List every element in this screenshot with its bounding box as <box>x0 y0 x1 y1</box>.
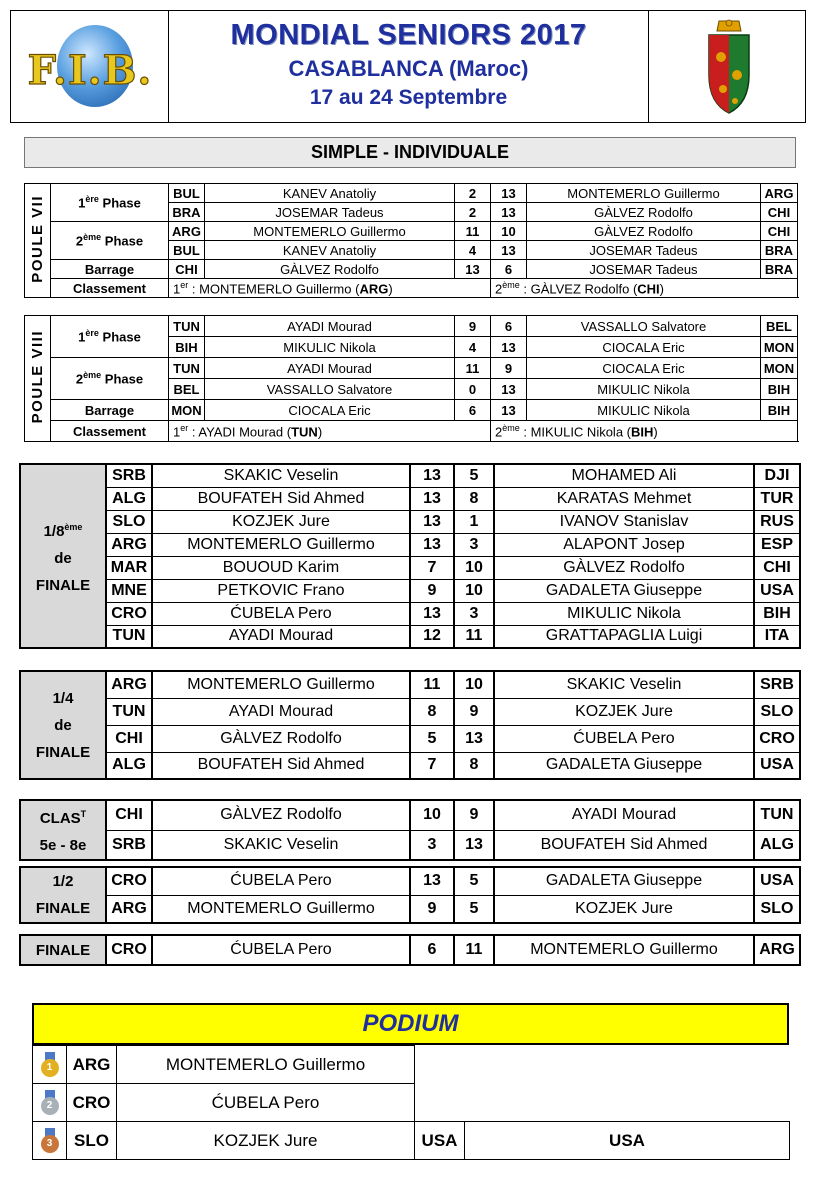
score: 5 <box>454 895 494 923</box>
table-row <box>25 421 798 442</box>
player-name: MONTEMERLO Guillermo <box>152 671 410 698</box>
player-name: KOZJEK Jure <box>494 698 754 725</box>
round-label: 1/8ème de FINALE <box>20 464 106 648</box>
table-row <box>20 533 800 556</box>
round-label: FINALE <box>20 935 106 965</box>
player-name: AYADI Mourad <box>152 698 410 725</box>
score: 13 <box>491 203 527 222</box>
player-name: CIOCALA Eric <box>527 358 761 379</box>
player-name: VASSALLO Salvatore <box>527 316 761 337</box>
header <box>10 10 806 123</box>
country-code: CRO <box>106 935 152 965</box>
frbp-logo-cell <box>649 11 805 122</box>
first-place: 1er : MONTEMERLO Guillermo (ARG) <box>169 279 491 298</box>
table-row <box>25 400 798 421</box>
country-code: USA <box>754 579 800 602</box>
player-name: BOUFATEH Sid Ahmed <box>494 830 754 860</box>
score: 13 <box>454 830 494 860</box>
first-place: 1er : AYADI Mourad (TUN) <box>169 421 491 442</box>
second-place: 2ème : MIKULIC Nikola (BIH) <box>491 421 798 442</box>
country-code: ARG <box>169 222 205 241</box>
score: 3 <box>410 830 454 860</box>
country-code: ALG <box>754 830 800 860</box>
player-name: BOUFATEH Sid Ahmed <box>152 752 410 779</box>
player-name: MIKULIC Nikola <box>494 602 754 625</box>
country-code: SRB <box>106 464 152 487</box>
player-name: VASSALLO Salvatore <box>205 379 455 400</box>
country-code: SLO <box>754 895 800 923</box>
player-name: ĆUBELA Pero <box>494 725 754 752</box>
table-row <box>20 935 800 965</box>
player-name: MONTEMERLO Guillermo <box>527 184 761 203</box>
player-name: KANEV Anatoliy <box>205 241 455 260</box>
gold-medal-icon: 1 <box>33 1046 67 1084</box>
country-code: RUS <box>754 510 800 533</box>
country-code: BIH <box>761 400 798 421</box>
player-name: GÀLVEZ Rodolfo <box>205 260 455 279</box>
score: 0 <box>455 379 491 400</box>
event-dates: 17 au 24 Septembre <box>309 86 508 109</box>
player-name: GÀLVEZ Rodolfo <box>527 222 761 241</box>
score: 7 <box>410 752 454 779</box>
country-code: SLO <box>754 698 800 725</box>
country-code: USA <box>415 1122 465 1160</box>
barrage-label: Barrage <box>51 400 169 421</box>
player-name: KOZJEK Jure <box>117 1122 415 1160</box>
player-name: KARATAS Mehmet <box>494 487 754 510</box>
player-name: SKAKIC Veselin <box>494 671 754 698</box>
score: 5 <box>454 867 494 895</box>
score: 11 <box>454 935 494 965</box>
score: 10 <box>491 222 527 241</box>
score: 8 <box>454 752 494 779</box>
bronze-medal-icon: 3 <box>33 1122 67 1160</box>
player-name: AYADI Mourad <box>205 358 455 379</box>
country-code: TUR <box>754 487 800 510</box>
player-name: USA <box>465 1122 790 1160</box>
country-code: CHI <box>754 556 800 579</box>
country-code: BEL <box>169 379 205 400</box>
player-name: GADALETA Giuseppe <box>494 867 754 895</box>
table-row <box>33 1046 790 1084</box>
player-name: KOZJEK Jure <box>494 895 754 923</box>
table-row <box>20 698 800 725</box>
round-label: 1/2 FINALE <box>20 867 106 923</box>
country-code: DJI <box>754 464 800 487</box>
score: 13 <box>455 260 491 279</box>
table-row <box>20 867 800 895</box>
player-name: MONTEMERLO Guillermo <box>494 935 754 965</box>
score: 7 <box>410 556 454 579</box>
poule-label: POULE VIII <box>29 330 46 424</box>
country-code: MON <box>761 337 798 358</box>
country-code: USA <box>754 867 800 895</box>
placement-table <box>19 799 801 861</box>
score: 6 <box>491 260 527 279</box>
country-code: BEL <box>761 316 798 337</box>
fib-logo <box>17 23 163 109</box>
player-name: CIOCALA Eric <box>205 400 455 421</box>
podium-table <box>32 1045 790 1160</box>
player-name: AYADI Mourad <box>152 625 410 648</box>
round-of-16-table <box>19 463 801 649</box>
score: 2 <box>455 203 491 222</box>
country-code: CRO <box>67 1084 117 1122</box>
player-name: MONTEMERLO Guillermo <box>117 1046 415 1084</box>
country-code: MNE <box>106 579 152 602</box>
score: 11 <box>410 671 454 698</box>
player-name: AYADI Mourad <box>494 800 754 830</box>
country-code: USA <box>754 752 800 779</box>
country-code: TUN <box>169 316 205 337</box>
country-code: ESP <box>754 533 800 556</box>
phase1-label: 1ère Phase <box>51 184 169 222</box>
section-title: SIMPLE - INDIVIDUALE <box>24 137 796 168</box>
country-code: MAR <box>106 556 152 579</box>
second-place: 2ème : GÀLVEZ Rodolfo (CHI) <box>491 279 798 298</box>
score: 9 <box>454 800 494 830</box>
barrage-label: Barrage <box>51 260 169 279</box>
score: 10 <box>454 671 494 698</box>
country-code: BIH <box>761 379 798 400</box>
score: 13 <box>410 510 454 533</box>
podium-title: PODIUM <box>32 1003 789 1045</box>
crest-icon <box>701 17 757 117</box>
player-name: MONTEMERLO Guillermo <box>152 533 410 556</box>
country-code: ALG <box>106 752 152 779</box>
player-name: GÀLVEZ Rodolfo <box>494 556 754 579</box>
player-name: MONTEMERLO Guillermo <box>205 222 455 241</box>
score: 9 <box>454 698 494 725</box>
score: 10 <box>454 579 494 602</box>
score: 10 <box>410 800 454 830</box>
score: 13 <box>491 400 527 421</box>
poule-label-cell <box>25 184 51 298</box>
round-label: $CLAS^T$ 5e - 8e <box>20 800 106 860</box>
empty-cell <box>415 1046 790 1122</box>
score: 8 <box>454 487 494 510</box>
table-row <box>25 279 798 298</box>
score: 9 <box>455 316 491 337</box>
player-name: AYADI Mourad <box>205 316 455 337</box>
player-name: GÀLVEZ Rodolfo <box>152 800 410 830</box>
fib-logo-cell <box>11 11 169 122</box>
table-row <box>20 752 800 779</box>
player-name: GADALETA Giuseppe <box>494 752 754 779</box>
player-name: JOSEMAR Tadeus <box>527 260 761 279</box>
country-code: CHI <box>761 203 798 222</box>
page-title: MONDIAL SENIORS 2017 <box>230 19 587 51</box>
player-name: MIKULIC Nikola <box>527 400 761 421</box>
score: 13 <box>410 464 454 487</box>
poule-viii-table <box>24 315 798 442</box>
table-row <box>25 260 798 279</box>
score: 5 <box>410 725 454 752</box>
country-code: BRA <box>761 241 798 260</box>
poule-vii-table <box>24 183 798 298</box>
score: 10 <box>454 556 494 579</box>
country-code: BRA <box>761 260 798 279</box>
table-row <box>20 725 800 752</box>
poule-label: POULE VII <box>29 195 46 283</box>
player-name: MONTEMERLO Guillermo <box>152 895 410 923</box>
player-name: SKAKIC Veselin <box>152 830 410 860</box>
player-name: CIOCALA Eric <box>527 337 761 358</box>
score: 4 <box>455 241 491 260</box>
score: 9 <box>410 895 454 923</box>
score: 13 <box>491 379 527 400</box>
country-code: ITA <box>754 625 800 648</box>
table-row <box>20 579 800 602</box>
player-name: ĆUBELA Pero <box>152 867 410 895</box>
player-name: MIKULIC Nikola <box>205 337 455 358</box>
semi-final-table <box>19 866 801 924</box>
round-label: 1/4 de FINALE <box>20 671 106 779</box>
table-row <box>20 671 800 698</box>
table-row <box>20 895 800 923</box>
player-name: JOSEMAR Tadeus <box>205 203 455 222</box>
player-name: ĆUBELA Pero <box>117 1084 415 1122</box>
country-code: ARG <box>106 671 152 698</box>
player-name: JOSEMAR Tadeus <box>527 241 761 260</box>
phase2-label: 2ème Phase <box>51 222 169 260</box>
classement-label: Classement <box>51 279 169 298</box>
header-titles <box>169 11 649 122</box>
country-code: ALG <box>106 487 152 510</box>
score: 6 <box>410 935 454 965</box>
table-row <box>25 184 798 203</box>
country-code: TUN <box>106 698 152 725</box>
score: 1 <box>454 510 494 533</box>
score: 3 <box>454 533 494 556</box>
score: 13 <box>454 725 494 752</box>
score: 3 <box>454 602 494 625</box>
quarter-final-table <box>19 670 801 780</box>
score: 13 <box>410 487 454 510</box>
player-name: PETKOVIC Frano <box>152 579 410 602</box>
country-code: BUL <box>169 241 205 260</box>
event-city: CASABLANCA (Maroc) <box>288 56 529 81</box>
country-code: ARG <box>754 935 800 965</box>
country-code: CRO <box>106 602 152 625</box>
score: 13 <box>410 867 454 895</box>
player-name: IVANOV Stanislav <box>494 510 754 533</box>
score: 11 <box>454 625 494 648</box>
country-code: ARG <box>106 533 152 556</box>
country-code: BRA <box>169 203 205 222</box>
table-row <box>20 800 800 830</box>
table-row <box>25 358 798 379</box>
score: 4 <box>455 337 491 358</box>
country-code: BUL <box>169 184 205 203</box>
score: 9 <box>410 579 454 602</box>
country-code: CHI <box>761 222 798 241</box>
player-name: MIKULIC Nikola <box>527 379 761 400</box>
score: 13 <box>491 337 527 358</box>
player-name: BOUFATEH Sid Ahmed <box>152 487 410 510</box>
table-row <box>20 830 800 860</box>
player-name: ĆUBELA Pero <box>152 602 410 625</box>
table-row <box>20 625 800 648</box>
player-name: BOUOUD Karim <box>152 556 410 579</box>
country-code: SRB <box>106 830 152 860</box>
table-row <box>33 1122 790 1160</box>
table-row <box>20 602 800 625</box>
phase2-label: 2ème Phase <box>51 358 169 400</box>
country-code: CRO <box>754 725 800 752</box>
score: 13 <box>410 533 454 556</box>
score: 11 <box>455 358 491 379</box>
player-name: KANEV Anatoliy <box>205 184 455 203</box>
country-code: BIH <box>754 602 800 625</box>
score: 5 <box>454 464 494 487</box>
poule-label-cell <box>25 316 51 442</box>
score: 13 <box>491 241 527 260</box>
classement-label: Classement <box>51 421 169 442</box>
phase1-label: 1ère Phase <box>51 316 169 358</box>
fib-logo-text: F.I.B. <box>27 47 153 94</box>
country-code: CHI <box>106 725 152 752</box>
final-table <box>19 934 801 966</box>
player-name: SKAKIC Veselin <box>152 464 410 487</box>
country-code: ARG <box>761 184 798 203</box>
score: 12 <box>410 625 454 648</box>
table-row <box>25 222 798 241</box>
player-name: MOHAMED Ali <box>494 464 754 487</box>
player-name: GÀLVEZ Rodolfo <box>527 203 761 222</box>
country-code: SLO <box>106 510 152 533</box>
silver-medal-icon: 2 <box>33 1084 67 1122</box>
country-code: MON <box>169 400 205 421</box>
score: 2 <box>455 184 491 203</box>
player-name: GADALETA Giuseppe <box>494 579 754 602</box>
table-row <box>20 556 800 579</box>
player-name: GÀLVEZ Rodolfo <box>152 725 410 752</box>
country-code: ARG <box>106 895 152 923</box>
table-row <box>20 510 800 533</box>
country-code: MON <box>761 358 798 379</box>
country-code: ARG <box>67 1046 117 1084</box>
country-code: BIH <box>169 337 205 358</box>
country-code: SLO <box>67 1122 117 1160</box>
table-row <box>25 316 798 337</box>
country-code: TUN <box>754 800 800 830</box>
player-name: KOZJEK Jure <box>152 510 410 533</box>
country-code: SRB <box>754 671 800 698</box>
player-name: GRATTAPAGLIA Luigi <box>494 625 754 648</box>
score: 9 <box>491 358 527 379</box>
country-code: TUN <box>169 358 205 379</box>
score: 6 <box>455 400 491 421</box>
score: 6 <box>491 316 527 337</box>
score: 13 <box>491 184 527 203</box>
table-row <box>20 487 800 510</box>
score: 13 <box>410 602 454 625</box>
player-name: ĆUBELA Pero <box>152 935 410 965</box>
player-name: ALAPONT Josep <box>494 533 754 556</box>
score: 11 <box>455 222 491 241</box>
country-code: CHI <box>106 800 152 830</box>
country-code: TUN <box>106 625 152 648</box>
score: 8 <box>410 698 454 725</box>
country-code: CRO <box>106 867 152 895</box>
table-row <box>20 464 800 487</box>
country-code: CHI <box>169 260 205 279</box>
